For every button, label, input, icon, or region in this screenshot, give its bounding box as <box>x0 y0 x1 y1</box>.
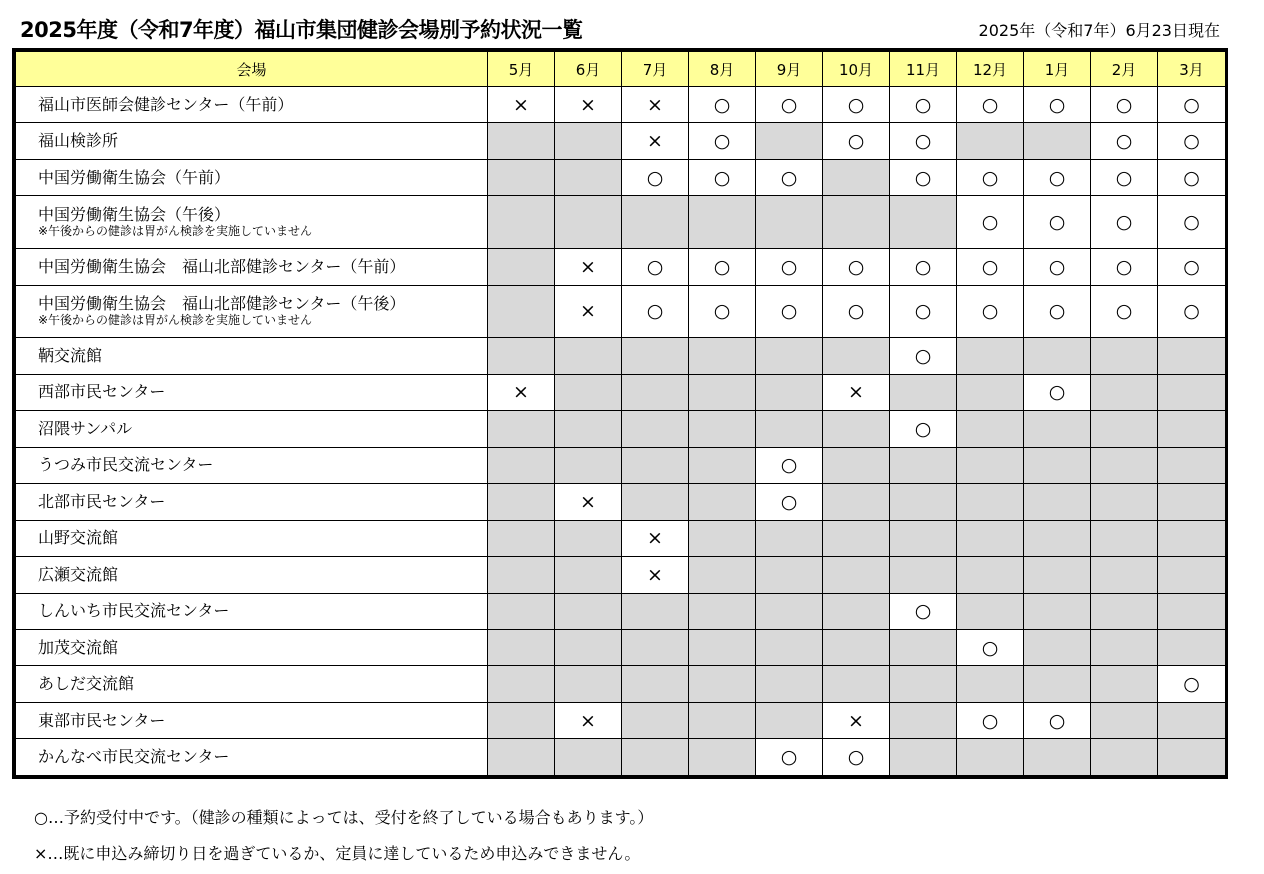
venue-name: 沼隈サンパル <box>38 418 133 438</box>
status-cell-unavailable <box>1091 520 1158 556</box>
status-cell-open: ○ <box>957 249 1024 285</box>
status-cell-unavailable <box>1158 520 1226 556</box>
status-cell-unavailable <box>957 411 1024 447</box>
status-cell-unavailable <box>1091 374 1158 410</box>
status-cell-unavailable <box>823 447 890 483</box>
venue-name: うつみ市民交流センター <box>38 455 214 475</box>
status-cell-open: ○ <box>957 159 1024 195</box>
status-cell-unavailable <box>555 739 622 776</box>
status-cell-unavailable <box>823 520 890 556</box>
status-cell-unavailable <box>1024 520 1091 556</box>
table-row <box>16 249 1226 285</box>
venue-name: 東部市民センター <box>38 710 166 730</box>
status-cell-open: ○ <box>622 249 689 285</box>
status-cell-unavailable <box>689 557 756 593</box>
status-cell-closed: × <box>622 520 689 556</box>
venue-cell <box>16 196 488 249</box>
venue-name: 北部市民センター <box>38 491 166 511</box>
status-cell-open: ○ <box>957 196 1024 249</box>
as-of-date: 2025年（令和7年）6月23日現在 <box>978 21 1220 40</box>
legend-open: ○…予約受付中です。（健診の種類によっては、受付を終了している場合もあります。） <box>34 808 654 827</box>
status-cell-open: ○ <box>756 285 823 338</box>
status-cell-unavailable <box>756 123 823 159</box>
status-cell-unavailable <box>890 630 957 666</box>
status-cell-unavailable <box>622 411 689 447</box>
status-cell-unavailable <box>1091 739 1158 776</box>
venue-name: 福山検診所 <box>38 131 119 151</box>
table-row <box>16 520 1226 556</box>
table-row <box>16 739 1226 776</box>
page-title: 2025年度（令和7年度）福山市集団健診会場別予約状況一覧 <box>20 18 583 42</box>
status-cell-unavailable <box>823 593 890 629</box>
status-cell-unavailable <box>756 593 823 629</box>
status-cell-open: ○ <box>1091 249 1158 285</box>
status-cell-unavailable <box>1024 593 1091 629</box>
venue-cell <box>16 411 488 447</box>
status-cell-open: ○ <box>890 338 957 374</box>
status-cell-unavailable <box>756 374 823 410</box>
status-cell-open: ○ <box>890 159 957 195</box>
venue-name: しんいち市民交流センター <box>38 601 230 621</box>
venue-name: 中国労働衛生協会（午前） <box>38 167 231 187</box>
status-cell-unavailable <box>488 338 555 374</box>
status-cell-unavailable <box>1091 447 1158 483</box>
status-cell-open: ○ <box>1091 123 1158 159</box>
month-header: 8月 <box>689 52 756 87</box>
status-cell-open: ○ <box>1024 159 1091 195</box>
status-cell-unavailable <box>1024 447 1091 483</box>
venue-cell <box>16 159 488 195</box>
status-cell-unavailable <box>756 630 823 666</box>
status-cell-unavailable <box>488 123 555 159</box>
status-cell-unavailable <box>1091 338 1158 374</box>
status-cell-unavailable <box>957 520 1024 556</box>
status-cell-unavailable <box>823 338 890 374</box>
status-cell-unavailable <box>890 196 957 249</box>
status-cell-unavailable <box>890 447 957 483</box>
status-cell-open: ○ <box>890 123 957 159</box>
status-cell-unavailable <box>488 159 555 195</box>
venue-name: あしだ交流館 <box>38 674 135 694</box>
status-cell-unavailable <box>1158 447 1226 483</box>
status-cell-unavailable <box>1024 338 1091 374</box>
status-cell-unavailable <box>890 557 957 593</box>
venue-name: 鞆交流館 <box>38 345 103 365</box>
status-cell-open: ○ <box>756 739 823 776</box>
table-row <box>16 159 1226 195</box>
status-cell-unavailable <box>1158 630 1226 666</box>
status-cell-open: ○ <box>1024 374 1091 410</box>
status-cell-unavailable <box>1158 374 1226 410</box>
venue-cell <box>16 374 488 410</box>
status-cell-unavailable <box>488 447 555 483</box>
venue-cell <box>16 87 488 123</box>
status-cell-unavailable <box>823 196 890 249</box>
status-cell-open: ○ <box>890 593 957 629</box>
status-cell-unavailable <box>756 557 823 593</box>
venue-name: 中国労働衛生協会 福山北部健診センター（午前） <box>38 256 406 276</box>
status-cell-unavailable <box>488 484 555 520</box>
status-cell-unavailable <box>756 666 823 702</box>
status-cell-unavailable <box>488 285 555 338</box>
table-row <box>16 285 1226 338</box>
table-row <box>16 338 1226 374</box>
status-cell-unavailable <box>689 739 756 776</box>
venue-cell <box>16 557 488 593</box>
status-cell-open: ○ <box>890 285 957 338</box>
venue-name: 広瀬交流館 <box>38 564 119 584</box>
status-cell-open: ○ <box>1091 196 1158 249</box>
status-cell-unavailable <box>890 702 957 738</box>
venue-cell <box>16 123 488 159</box>
status-cell-unavailable <box>1024 484 1091 520</box>
status-cell-open: ○ <box>823 285 890 338</box>
month-header: 12月 <box>957 52 1024 87</box>
status-cell-unavailable <box>1091 484 1158 520</box>
status-cell-unavailable <box>1024 739 1091 776</box>
status-cell-unavailable <box>1091 630 1158 666</box>
month-header: 5月 <box>488 52 555 87</box>
venue-name: 山野交流館 <box>38 528 119 548</box>
status-cell-unavailable <box>555 447 622 483</box>
month-header: 7月 <box>622 52 689 87</box>
venue-note: ※午後からの健診は胃がん検診を実施していません <box>38 313 313 328</box>
venue-cell <box>16 338 488 374</box>
venue-cell <box>16 739 488 776</box>
status-cell-open: ○ <box>689 159 756 195</box>
status-cell-open: ○ <box>622 285 689 338</box>
status-cell-unavailable <box>1091 702 1158 738</box>
status-cell-open: ○ <box>756 484 823 520</box>
status-cell-unavailable <box>957 739 1024 776</box>
status-cell-open: ○ <box>1024 196 1091 249</box>
status-cell-open: ○ <box>756 159 823 195</box>
status-cell-unavailable <box>1091 557 1158 593</box>
month-header: 10月 <box>823 52 890 87</box>
status-cell-open: ○ <box>689 249 756 285</box>
status-cell-closed: × <box>622 87 689 123</box>
status-cell-unavailable <box>488 593 555 629</box>
venue-name: 中国労働衛生協会 福山北部健診センター（午後） <box>38 294 406 314</box>
status-cell-unavailable <box>957 123 1024 159</box>
status-cell-unavailable <box>488 520 555 556</box>
status-cell-unavailable <box>555 557 622 593</box>
status-cell-open: ○ <box>890 249 957 285</box>
status-cell-unavailable <box>890 484 957 520</box>
venue-cell <box>16 285 488 338</box>
status-cell-unavailable <box>555 374 622 410</box>
status-cell-unavailable <box>1158 702 1226 738</box>
month-header: 6月 <box>555 52 622 87</box>
status-cell-open: ○ <box>1158 196 1226 249</box>
table-row <box>16 702 1226 738</box>
table-row <box>16 666 1226 702</box>
status-cell-closed: × <box>555 87 622 123</box>
table-row <box>16 123 1226 159</box>
venue-cell <box>16 249 488 285</box>
status-cell-unavailable <box>689 196 756 249</box>
venue-column-header: 会場 <box>16 52 488 87</box>
status-cell-open: ○ <box>622 159 689 195</box>
table-row <box>16 196 1226 249</box>
status-cell-unavailable <box>555 123 622 159</box>
status-cell-unavailable <box>622 739 689 776</box>
month-header: 2月 <box>1091 52 1158 87</box>
status-cell-unavailable <box>488 557 555 593</box>
venue-name: 福山市医師会健診センター（午前） <box>38 94 294 114</box>
table-row <box>16 374 1226 410</box>
status-cell-unavailable <box>890 520 957 556</box>
status-cell-unavailable <box>823 630 890 666</box>
status-cell-unavailable <box>488 411 555 447</box>
venue-cell <box>16 447 488 483</box>
table-row <box>16 484 1226 520</box>
venue-cell <box>16 484 488 520</box>
legend <box>34 800 653 872</box>
status-cell-unavailable <box>1158 411 1226 447</box>
status-cell-unavailable <box>1024 557 1091 593</box>
status-cell-unavailable <box>823 484 890 520</box>
status-cell-open: ○ <box>1158 87 1226 123</box>
status-cell-unavailable <box>756 520 823 556</box>
status-cell-unavailable <box>1158 484 1226 520</box>
status-cell-open: ○ <box>1024 249 1091 285</box>
status-cell-unavailable <box>488 702 555 738</box>
status-cell-open: ○ <box>823 739 890 776</box>
status-cell-unavailable <box>689 666 756 702</box>
table-row <box>16 411 1226 447</box>
venue-cell <box>16 702 488 738</box>
venue-cell <box>16 666 488 702</box>
status-cell-open: ○ <box>890 87 957 123</box>
legend-closed: ×…既に申込み締切り日を過ぎているか、定員に達しているため申込みできません。 <box>34 844 641 863</box>
venue-note: ※午後からの健診は胃がん検診を実施していません <box>38 224 313 239</box>
status-cell-unavailable <box>823 557 890 593</box>
venue-name: かんなべ市民交流センター <box>38 747 230 767</box>
status-cell-unavailable <box>890 374 957 410</box>
status-cell-open: ○ <box>1091 159 1158 195</box>
status-cell-unavailable <box>555 593 622 629</box>
status-cell-unavailable <box>756 702 823 738</box>
status-cell-unavailable <box>622 593 689 629</box>
status-cell-unavailable <box>622 666 689 702</box>
status-cell-open: ○ <box>1024 285 1091 338</box>
status-cell-open: ○ <box>957 285 1024 338</box>
status-cell-unavailable <box>957 484 1024 520</box>
table-row <box>16 630 1226 666</box>
status-cell-unavailable <box>1158 557 1226 593</box>
status-cell-open: ○ <box>1024 87 1091 123</box>
status-cell-open: ○ <box>823 123 890 159</box>
status-cell-open: ○ <box>756 87 823 123</box>
venue-name: 加茂交流館 <box>38 637 119 657</box>
status-cell-open: ○ <box>689 123 756 159</box>
status-cell-unavailable <box>823 411 890 447</box>
status-cell-unavailable <box>555 196 622 249</box>
status-cell-unavailable <box>555 666 622 702</box>
status-cell-open: ○ <box>756 447 823 483</box>
status-cell-unavailable <box>957 666 1024 702</box>
status-cell-unavailable <box>957 374 1024 410</box>
table-row <box>16 593 1226 629</box>
status-cell-unavailable <box>1158 338 1226 374</box>
month-header: 1月 <box>1024 52 1091 87</box>
status-cell-unavailable <box>1024 123 1091 159</box>
status-cell-unavailable <box>1158 593 1226 629</box>
status-cell-open: ○ <box>1158 249 1226 285</box>
status-cell-open: ○ <box>823 87 890 123</box>
status-cell-unavailable <box>823 666 890 702</box>
status-cell-open: ○ <box>890 411 957 447</box>
status-cell-unavailable <box>555 411 622 447</box>
status-cell-unavailable <box>890 739 957 776</box>
month-header: 11月 <box>890 52 957 87</box>
status-cell-unavailable <box>622 374 689 410</box>
status-cell-unavailable <box>957 557 1024 593</box>
status-cell-closed: × <box>555 249 622 285</box>
table-body <box>16 87 1226 776</box>
status-cell-unavailable <box>823 159 890 195</box>
status-cell-unavailable <box>756 411 823 447</box>
status-cell-closed: × <box>555 484 622 520</box>
status-cell-unavailable <box>622 702 689 738</box>
status-cell-unavailable <box>1158 739 1226 776</box>
status-cell-open: ○ <box>1158 666 1226 702</box>
status-cell-unavailable <box>622 447 689 483</box>
venue-cell <box>16 630 488 666</box>
status-cell-closed: × <box>488 374 555 410</box>
status-cell-unavailable <box>1024 666 1091 702</box>
status-cell-closed: × <box>488 87 555 123</box>
status-cell-unavailable <box>555 630 622 666</box>
status-cell-open: ○ <box>1024 702 1091 738</box>
status-cell-unavailable <box>756 196 823 249</box>
status-cell-open: ○ <box>823 249 890 285</box>
status-cell-unavailable <box>689 484 756 520</box>
venue-name: 西部市民センター <box>38 382 166 402</box>
status-cell-unavailable <box>957 593 1024 629</box>
status-cell-unavailable <box>1024 411 1091 447</box>
status-cell-unavailable <box>957 447 1024 483</box>
venue-name: 中国労働衛生協会（午後） <box>38 205 231 225</box>
reservation-table-container <box>12 48 1228 779</box>
status-cell-open: ○ <box>689 285 756 338</box>
status-cell-unavailable <box>488 249 555 285</box>
status-cell-unavailable <box>488 666 555 702</box>
table-header-row <box>16 52 1226 87</box>
month-header: 3月 <box>1158 52 1226 87</box>
status-cell-unavailable <box>622 338 689 374</box>
status-cell-unavailable <box>689 630 756 666</box>
status-cell-open: ○ <box>957 702 1024 738</box>
status-cell-unavailable <box>622 196 689 249</box>
status-cell-unavailable <box>689 411 756 447</box>
status-cell-open: ○ <box>957 87 1024 123</box>
status-cell-unavailable <box>488 196 555 249</box>
status-cell-unavailable <box>622 484 689 520</box>
venue-cell <box>16 593 488 629</box>
status-cell-closed: × <box>622 123 689 159</box>
status-cell-open: ○ <box>689 87 756 123</box>
status-cell-unavailable <box>689 374 756 410</box>
status-cell-unavailable <box>957 338 1024 374</box>
status-cell-open: ○ <box>957 630 1024 666</box>
status-cell-open: ○ <box>1091 87 1158 123</box>
status-cell-unavailable <box>555 338 622 374</box>
status-cell-closed: × <box>622 557 689 593</box>
status-cell-unavailable <box>1024 630 1091 666</box>
status-cell-unavailable <box>689 447 756 483</box>
status-cell-unavailable <box>1091 411 1158 447</box>
status-cell-open: ○ <box>756 249 823 285</box>
status-cell-unavailable <box>689 702 756 738</box>
status-cell-open: ○ <box>1158 159 1226 195</box>
table-row <box>16 447 1226 483</box>
month-header: 9月 <box>756 52 823 87</box>
status-cell-open: ○ <box>1091 285 1158 338</box>
status-cell-unavailable <box>890 666 957 702</box>
status-cell-closed: × <box>555 702 622 738</box>
status-cell-unavailable <box>488 630 555 666</box>
status-cell-closed: × <box>823 374 890 410</box>
status-cell-unavailable <box>555 520 622 556</box>
status-cell-unavailable <box>1091 666 1158 702</box>
status-cell-unavailable <box>689 520 756 556</box>
status-cell-closed: × <box>555 285 622 338</box>
status-cell-closed: × <box>823 702 890 738</box>
table-row <box>16 87 1226 123</box>
reservation-status-table <box>15 51 1226 776</box>
status-cell-unavailable <box>1091 593 1158 629</box>
venue-cell <box>16 520 488 556</box>
status-cell-unavailable <box>689 338 756 374</box>
table-row <box>16 557 1226 593</box>
status-cell-open: ○ <box>1158 285 1226 338</box>
status-cell-unavailable <box>689 593 756 629</box>
status-cell-open: ○ <box>1158 123 1226 159</box>
status-cell-unavailable <box>488 739 555 776</box>
status-cell-unavailable <box>555 159 622 195</box>
status-cell-unavailable <box>622 630 689 666</box>
status-cell-unavailable <box>756 338 823 374</box>
